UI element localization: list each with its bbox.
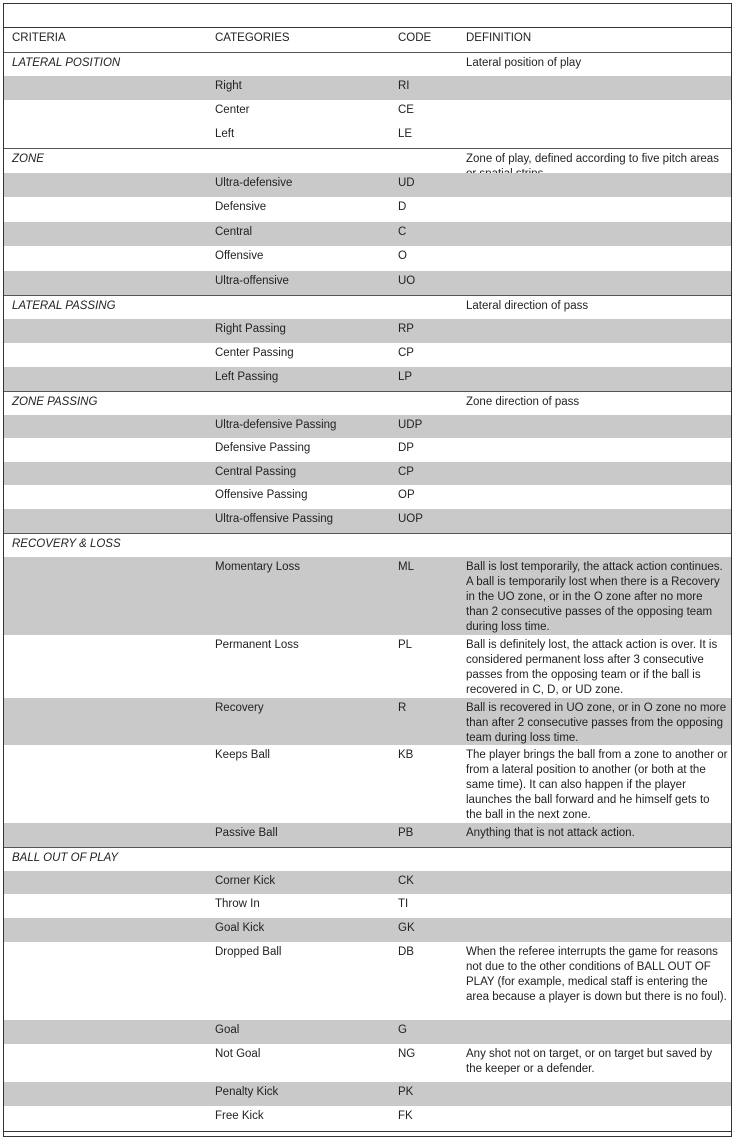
category-cell: Central Passing (215, 466, 297, 478)
header-criteria: CRITERIA (12, 32, 66, 44)
category-cell: Throw In (215, 898, 260, 910)
category-row (4, 222, 731, 246)
section-header-row (4, 52, 731, 76)
category-row (4, 462, 731, 485)
category-cell: Right (215, 80, 242, 92)
code-cell: D (398, 201, 407, 213)
code-cell: ML (398, 561, 414, 573)
category-row (4, 415, 731, 438)
code-cell: UOP (398, 513, 423, 525)
category-row (4, 485, 731, 509)
section-header-row (4, 295, 731, 319)
criteria-cell: ZONE PASSING (12, 396, 98, 408)
category-cell: Left (215, 128, 235, 140)
category-cell: Passive Ball (215, 827, 278, 839)
code-cell: PL (398, 639, 413, 651)
code-cell: LE (398, 128, 413, 140)
code-cell: RP (398, 323, 414, 335)
category-row (4, 1082, 731, 1106)
category-row (4, 246, 731, 271)
definition-cell: Lateral position of play (466, 57, 582, 69)
category-cell: Central (215, 226, 253, 238)
definition-cell: The player brings the ball from a zone to another or from a lateral position to another (or both at the same time). It can also happen if the player launches the ball forward and he himself gets to the ball in the next zone. (466, 749, 728, 821)
header-categories: CATEGORIES (215, 32, 290, 44)
category-row (4, 635, 731, 698)
code-cell: LP (398, 371, 413, 383)
section-header-row (4, 148, 731, 173)
category-cell: Left Passing (215, 371, 279, 383)
category-cell: Offensive Passing (215, 489, 308, 501)
section-header-row (4, 533, 731, 557)
category-row (4, 343, 731, 367)
definition-cell: Zone direction of pass (466, 396, 580, 408)
code-cell: G (398, 1024, 407, 1036)
category-row (4, 942, 731, 1020)
category-cell: Momentary Loss (215, 561, 301, 573)
criteria-cell: RECOVERY & LOSS (12, 538, 121, 550)
header-top-border (4, 27, 731, 28)
category-row (4, 319, 731, 343)
definition-cell: When the referee interrupts the game for reasons not due to the other conditions of BALL OUT OF PLAY (for example, medical staff is entering the area because a player is down but there is no foul). (466, 946, 727, 1003)
code-cell: O (398, 250, 407, 262)
definition-cell: Ball is definitely lost, the attack action is over. It is considered permanent loss after 3 consecutive passes from the opposing team or if the ball is recovered in C, D, or UD zone. (466, 639, 718, 696)
category-cell: Ultra-offensive Passing (215, 513, 334, 525)
category-row (4, 557, 731, 635)
criteria-cell: LATERAL PASSING (12, 300, 116, 312)
category-row (4, 894, 731, 918)
code-cell: C (398, 226, 407, 238)
code-cell: UO (398, 275, 416, 287)
category-cell: Goal Kick (215, 922, 265, 934)
category-row (4, 197, 731, 222)
category-row (4, 438, 731, 462)
category-cell: Ultra-defensive (215, 177, 293, 189)
category-row (4, 871, 731, 894)
criteria-cell: BALL OUT OF PLAY (12, 852, 119, 864)
criteria-cell: ZONE (12, 153, 44, 165)
code-cell: FK (398, 1110, 413, 1122)
category-row (4, 698, 731, 745)
category-row (4, 823, 731, 847)
code-cell: R (398, 702, 407, 714)
code-cell: DB (398, 946, 414, 958)
category-row (4, 1020, 731, 1044)
category-cell: Dropped Ball (215, 946, 282, 958)
table-header-row (4, 28, 731, 52)
code-cell: OP (398, 489, 415, 501)
code-cell: CE (398, 104, 414, 116)
code-cell: RI (398, 80, 410, 92)
code-cell: PK (398, 1086, 414, 1098)
section-header-row (4, 391, 731, 415)
category-row (4, 173, 731, 197)
category-cell: Center Passing (215, 347, 294, 359)
code-cell: CP (398, 466, 414, 478)
code-cell: UDP (398, 419, 423, 431)
category-cell: Corner Kick (215, 875, 276, 887)
code-cell: TI (398, 898, 409, 910)
category-cell: Defensive Passing (215, 442, 311, 454)
definition-cell: Any shot not on target, or on target but saved by the keeper or a defender. (466, 1048, 713, 1075)
definition-cell: Zone of play, defined according to five pitch areas (466, 153, 719, 165)
category-cell: Offensive (215, 250, 264, 262)
definition-cell: Ball is recovered in UO zone, or in O zone no more than after 2 consecutive passes from the opposing team during loss time. (466, 702, 727, 744)
definition-cell: Anything that is not attack action. (466, 827, 635, 839)
category-row (4, 100, 731, 124)
header-definition: DEFINITION (466, 32, 532, 44)
category-cell: Keeps Ball (215, 749, 270, 761)
code-cell: CP (398, 347, 414, 359)
category-row (4, 745, 731, 823)
category-cell: Goal (215, 1024, 240, 1036)
category-cell: Center (215, 104, 250, 116)
code-cell: CK (398, 875, 414, 887)
category-cell: Free Kick (215, 1110, 264, 1122)
section-header-row (4, 847, 731, 871)
coding-table (4, 28, 731, 1130)
code-cell: NG (398, 1048, 416, 1060)
category-row (4, 124, 731, 148)
category-row (4, 271, 731, 295)
table-bottom-border (4, 1131, 731, 1132)
code-cell: UD (398, 177, 415, 189)
criteria-cell: LATERAL POSITION (12, 57, 121, 69)
code-cell: GK (398, 922, 415, 934)
definition-cell: Lateral direction of pass (466, 300, 589, 312)
category-cell: Penalty Kick (215, 1086, 279, 1098)
code-cell: DP (398, 442, 414, 454)
category-cell: Not Goal (215, 1048, 261, 1060)
category-cell: Recovery (215, 702, 264, 714)
category-row (4, 367, 731, 391)
category-cell: Defensive (215, 201, 267, 213)
category-cell: Ultra-offensive (215, 275, 289, 287)
category-row (4, 1044, 731, 1082)
category-cell: Right Passing (215, 323, 286, 335)
category-row (4, 1106, 731, 1130)
category-row (4, 76, 731, 100)
code-cell: KB (398, 749, 414, 761)
category-cell: Ultra-defensive Passing (215, 419, 337, 431)
category-row (4, 509, 731, 533)
category-cell: Permanent Loss (215, 639, 299, 651)
code-cell: PB (398, 827, 414, 839)
category-row (4, 918, 731, 942)
definition-cell: Ball is lost temporarily, the attack action continues. A ball is temporarily lost when there is a Recovery in the UO zone, or in the O zone after no more than 2 consecutive passes of the opposing team during loss time. (466, 561, 723, 633)
header-code: CODE (398, 32, 432, 44)
